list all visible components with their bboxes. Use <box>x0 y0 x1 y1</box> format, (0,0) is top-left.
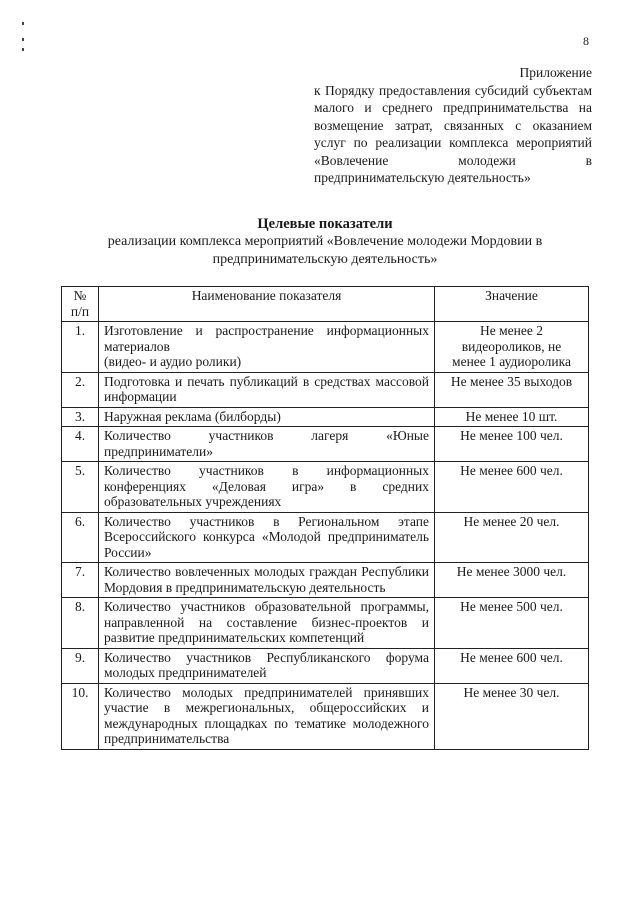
row-num: 8. <box>62 598 99 649</box>
row-num: 10. <box>62 683 99 749</box>
table-row <box>62 427 589 462</box>
header-num-line2: п/п <box>70 303 90 319</box>
row-num: 9. <box>62 648 99 683</box>
row-value: Не менее 500 чел. <box>435 598 589 649</box>
header-num <box>62 287 99 322</box>
row-num: 7. <box>62 563 99 598</box>
row-value: Не менее 600 чел. <box>435 462 589 513</box>
row-num: 1. <box>62 322 99 373</box>
row-name: Количество участников образовательной программы, направленной на составление бизнес-проектов и развитие предпринимательских компетенций <box>99 598 435 649</box>
page-number: 8 <box>583 34 589 48</box>
row-value: Не менее 100 чел. <box>435 427 589 462</box>
row-value: Не менее 30 чел. <box>435 683 589 749</box>
row-value-line3: менее 1 аудиоролика <box>452 354 571 369</box>
row-name: Наружная реклама (билборды) <box>99 407 435 427</box>
header-value: Значение <box>435 287 589 322</box>
row-name-main: Изготовление и распространение информационных материалов <box>104 323 429 354</box>
table-row <box>62 372 589 407</box>
row-num: 6. <box>62 512 99 563</box>
row-name: Количество молодых предпринимателей принявших участие в межрегиональных, общероссийских и международных площадках по тематике молодежного предпринимательства <box>99 683 435 749</box>
row-value <box>435 322 589 373</box>
row-value-line1: Не менее 2 <box>480 323 543 338</box>
row-name: Количество вовлеченных молодых граждан Республики Мордовия в предпринимательскую деятельность <box>99 563 435 598</box>
margin-mark <box>22 48 24 51</box>
row-value: Не менее 3000 чел. <box>435 563 589 598</box>
table-row <box>62 683 589 749</box>
row-name: Подготовка и печать публикаций в средствах массовой информации <box>99 372 435 407</box>
row-name: Количество участников лагеря «Юные предприниматели» <box>99 427 435 462</box>
margin-mark <box>22 38 24 41</box>
appendix-block <box>314 64 592 187</box>
table-header-row <box>62 287 589 322</box>
table-row <box>62 563 589 598</box>
row-name-extra: (видео- и аудио ролики) <box>104 354 242 369</box>
row-name: Количество участников в информационных конференциях «Деловая игра» в средних образовательных учреждениях <box>99 462 435 513</box>
table-row <box>62 462 589 513</box>
row-value: Не менее 600 чел. <box>435 648 589 683</box>
row-name <box>99 322 435 373</box>
row-num: 3. <box>62 407 99 427</box>
table-row <box>62 407 589 427</box>
header-num-line1: № <box>73 288 87 303</box>
indicators-table <box>61 286 589 750</box>
table-row <box>62 648 589 683</box>
row-value: Не менее 10 шт. <box>435 407 589 427</box>
row-value: Не менее 35 выходов <box>435 372 589 407</box>
row-name: Количество участников Республиканского форума молодых предпринимателей <box>99 648 435 683</box>
header-name: Наименование показателя <box>99 287 435 322</box>
margin-mark <box>22 22 24 25</box>
row-num: 4. <box>62 427 99 462</box>
table-row <box>62 512 589 563</box>
row-value-line2: видеороликов, не <box>461 338 562 354</box>
row-num: 2. <box>62 372 99 407</box>
row-value: Не менее 20 чел. <box>435 512 589 563</box>
document-title: Целевые показатели <box>257 216 393 232</box>
appendix-heading: Приложение <box>519 65 592 80</box>
table-row <box>62 598 589 649</box>
appendix-text: к Порядку предоставления субсидий субъектам малого и среднего предпринимательства на возмещение затрат, связанных с оказанием услуг по реализации комплекса мероприятий «Вовлечение молодежи в предпринимательскую деятельность» <box>314 82 592 185</box>
document-subtitle: реализации комплекса мероприятий «Вовлечение молодежи Мордовии в предпринимательскую деятельность» <box>107 234 543 267</box>
row-num: 5. <box>62 462 99 513</box>
table-row <box>62 322 589 373</box>
title-block <box>60 215 590 269</box>
row-name: Количество участников в Региональном этапе Всероссийского конкурса «Молодой предприниматель России» <box>99 512 435 563</box>
